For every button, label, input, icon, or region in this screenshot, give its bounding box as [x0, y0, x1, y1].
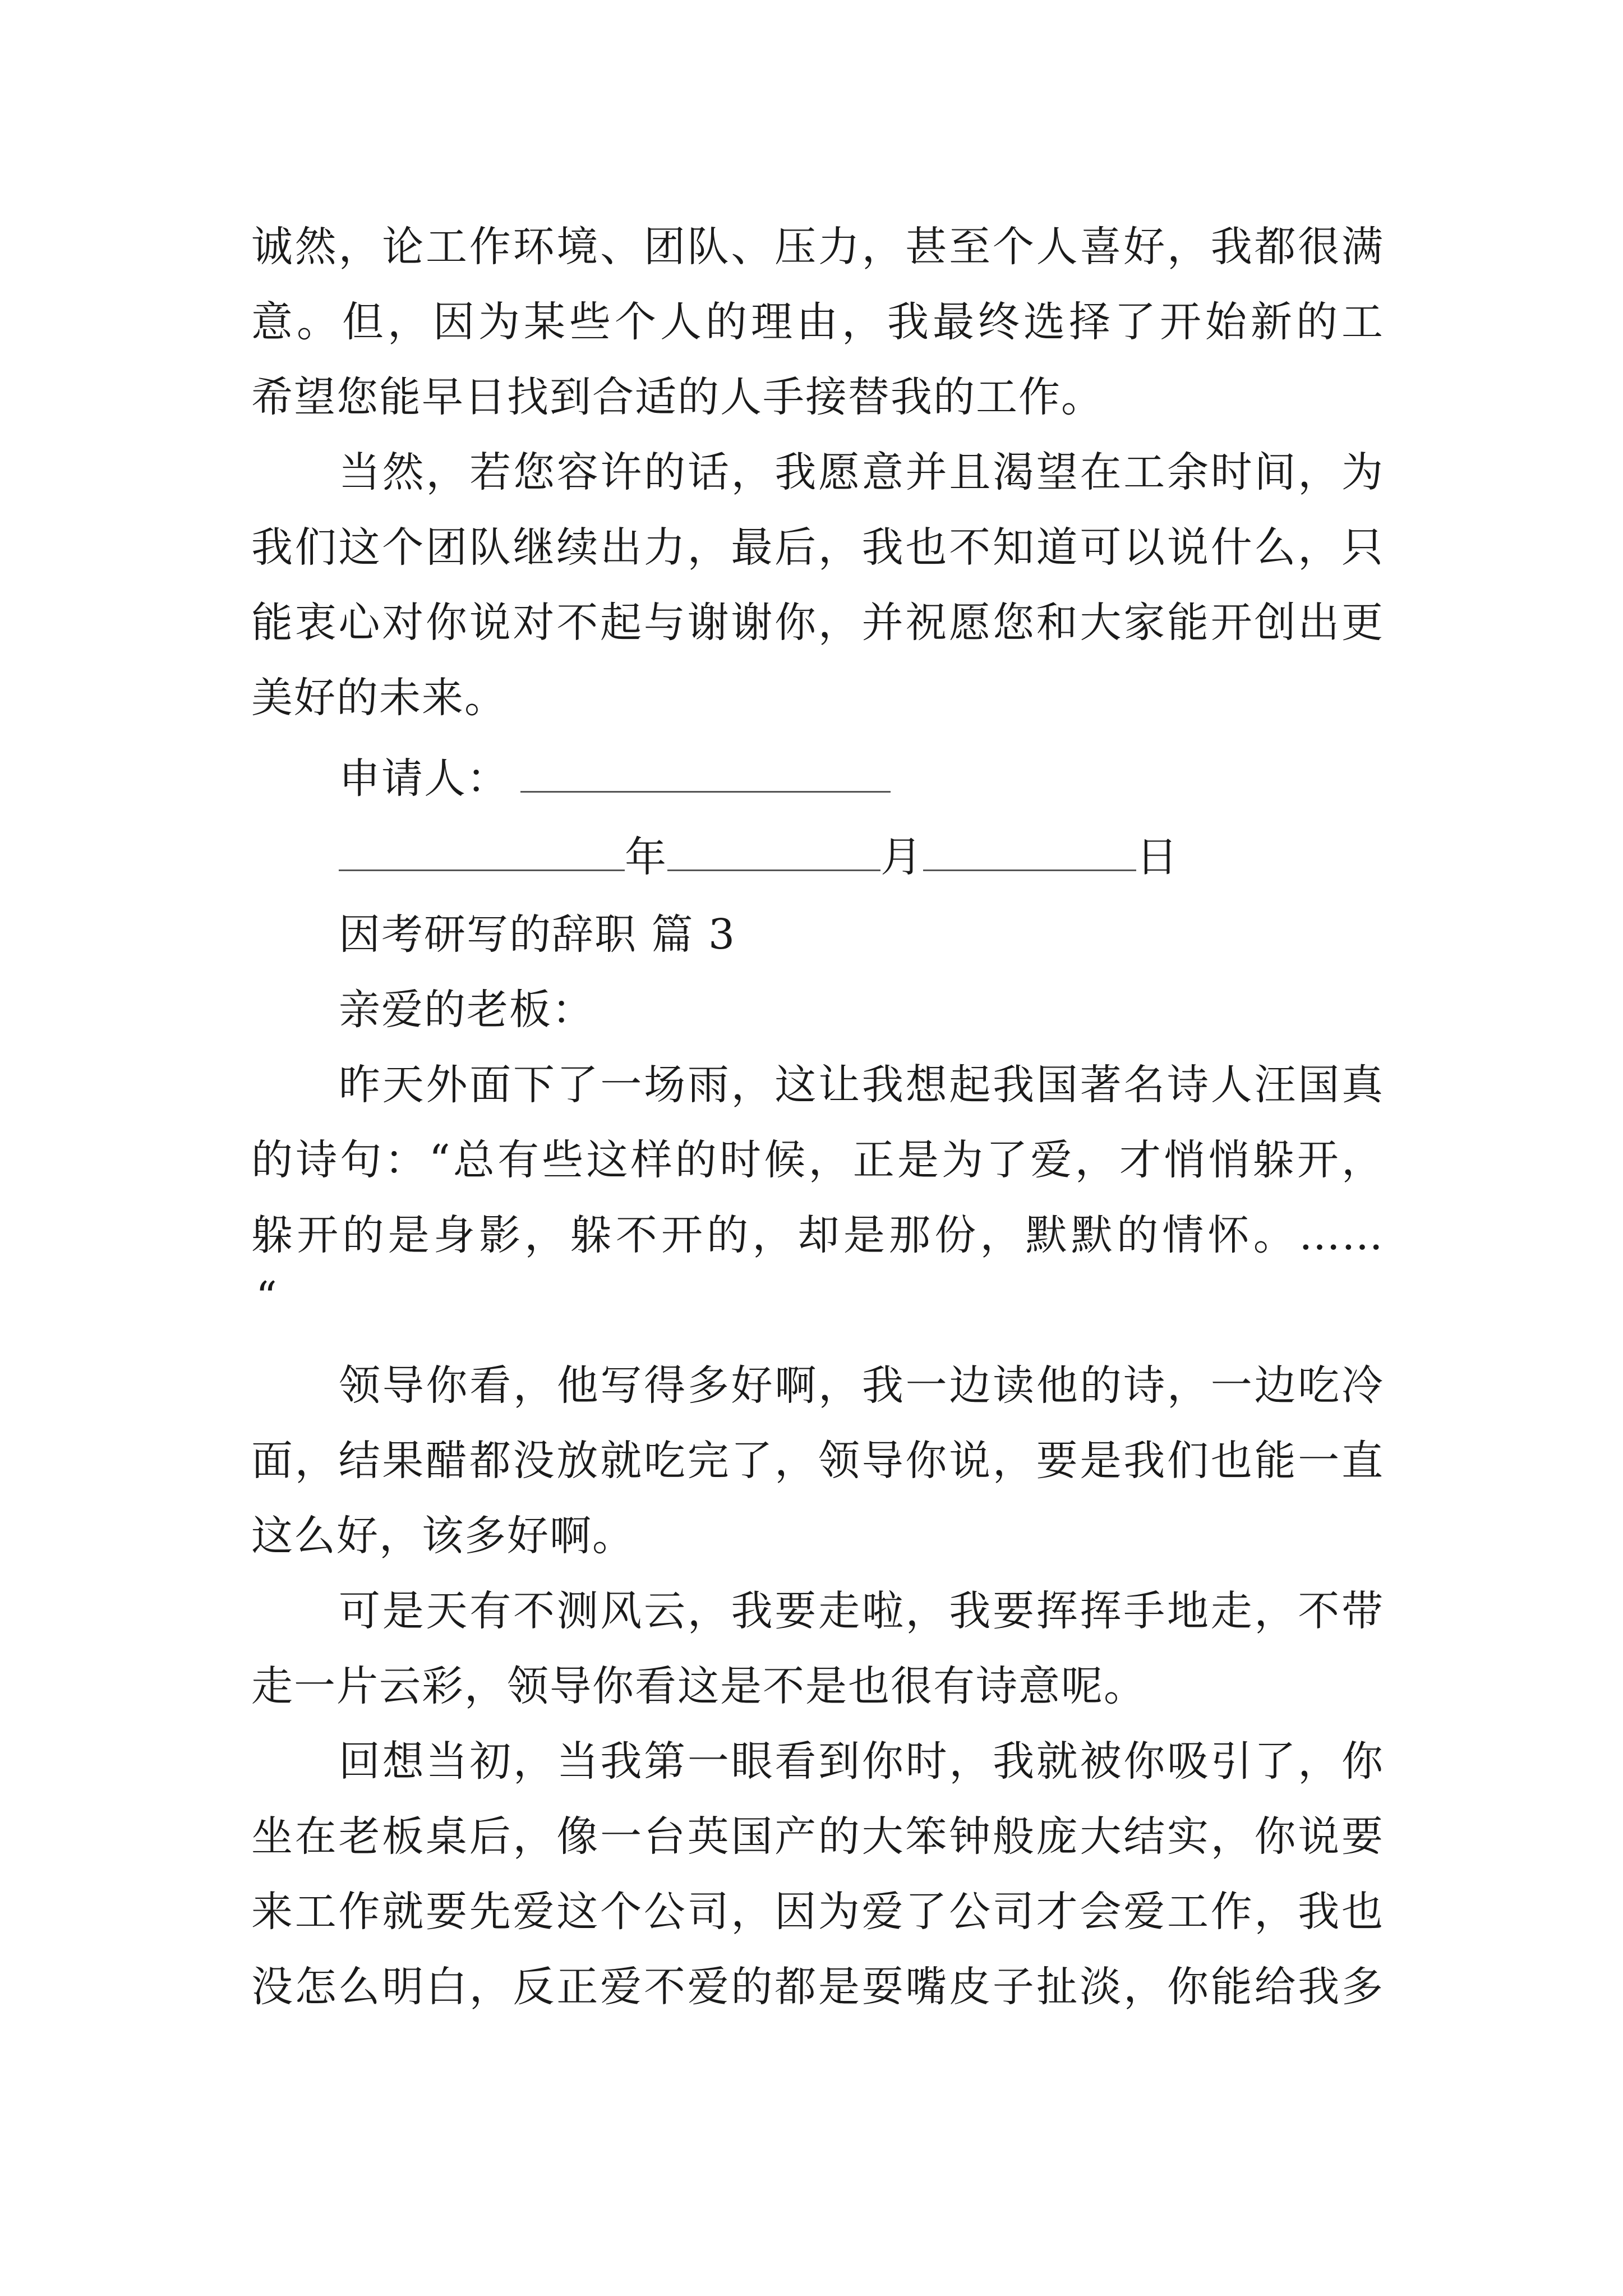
paragraph-line: 这么好，该多好啊。 — [251, 1512, 635, 1560]
paragraph-line: 意。但，因为某些个人的理由，我最终选择了开始新的工 — [251, 298, 1384, 346]
paragraph-line: “ — [256, 1273, 278, 1321]
paragraph-line: 面，结果醋都没放就吃完了，领导你说，要是我们也能一直 — [251, 1437, 1384, 1485]
salutation: 亲爱的老板： — [339, 986, 594, 1034]
paragraph-line: 可是天有不测风云，我要走啦，我要挥挥手地走，不带 — [339, 1587, 1384, 1635]
paragraph-line: 昨天外面下了一场雨，这让我想起我国著名诗人汪国真 — [339, 1061, 1384, 1109]
signature-line — [339, 751, 1384, 807]
paragraph-line: 没怎么明白，反正爱不爱的都是耍嘴皮子扯淡，你能给我多 — [251, 1963, 1384, 2011]
year-label: 年 — [625, 833, 667, 881]
paragraph-line: 当然，若您容许的话，我愿意并且渴望在工余时间，为 — [339, 448, 1384, 496]
section-heading: 因考研写的辞职 篇 3 — [339, 910, 736, 959]
paragraph-line: 来工作就要先爱这个公司，因为爱了公司才会爱工作，我也 — [251, 1888, 1384, 1936]
paragraph-line: 能衷心对你说对不起与谢谢你，并祝愿您和大家能开创出更 — [251, 599, 1384, 647]
month-label: 月 — [880, 833, 923, 881]
paragraph-line: 诚然，论工作环境、团队、压力，甚至个人喜好，我都很满 — [251, 223, 1384, 271]
signature-label: 申请人： — [339, 754, 509, 803]
paragraph-line: 领导你看，他写得多好啊，我一边读他的诗，一边吃冷 — [339, 1361, 1384, 1410]
year-blank — [339, 829, 625, 871]
day-blank — [923, 829, 1136, 871]
paragraph-line: 躲开的是身影，躲不开的，却是那份，默默的情怀。…… — [251, 1211, 1384, 1259]
paragraph-line: 希望您能早日找到合适的人手接替我的工作。 — [251, 373, 1104, 421]
date-line — [339, 829, 1472, 885]
signature-blank — [520, 751, 891, 793]
paragraph-line: 我们这个团队继续出力，最后，我也不知道可以说什么，只 — [251, 523, 1384, 572]
paragraph-line: 走一片云彩，领导你看这是不是也很有诗意呢。 — [251, 1662, 1146, 1710]
paragraph-line: 美好的未来。 — [251, 674, 507, 722]
paragraph-line: 的诗句：“总有些这样的时候，正是为了爱，才悄悄躲开， — [251, 1136, 1384, 1184]
day-label: 日 — [1136, 833, 1179, 881]
paragraph-line: 坐在老板桌后，像一台英国产的大笨钟般庞大结实，你说要 — [251, 1812, 1384, 1861]
month-blank — [667, 829, 880, 871]
paragraph-line: 回想当初，当我第一眼看到你时，我就被你吸引了，你 — [339, 1737, 1384, 1786]
